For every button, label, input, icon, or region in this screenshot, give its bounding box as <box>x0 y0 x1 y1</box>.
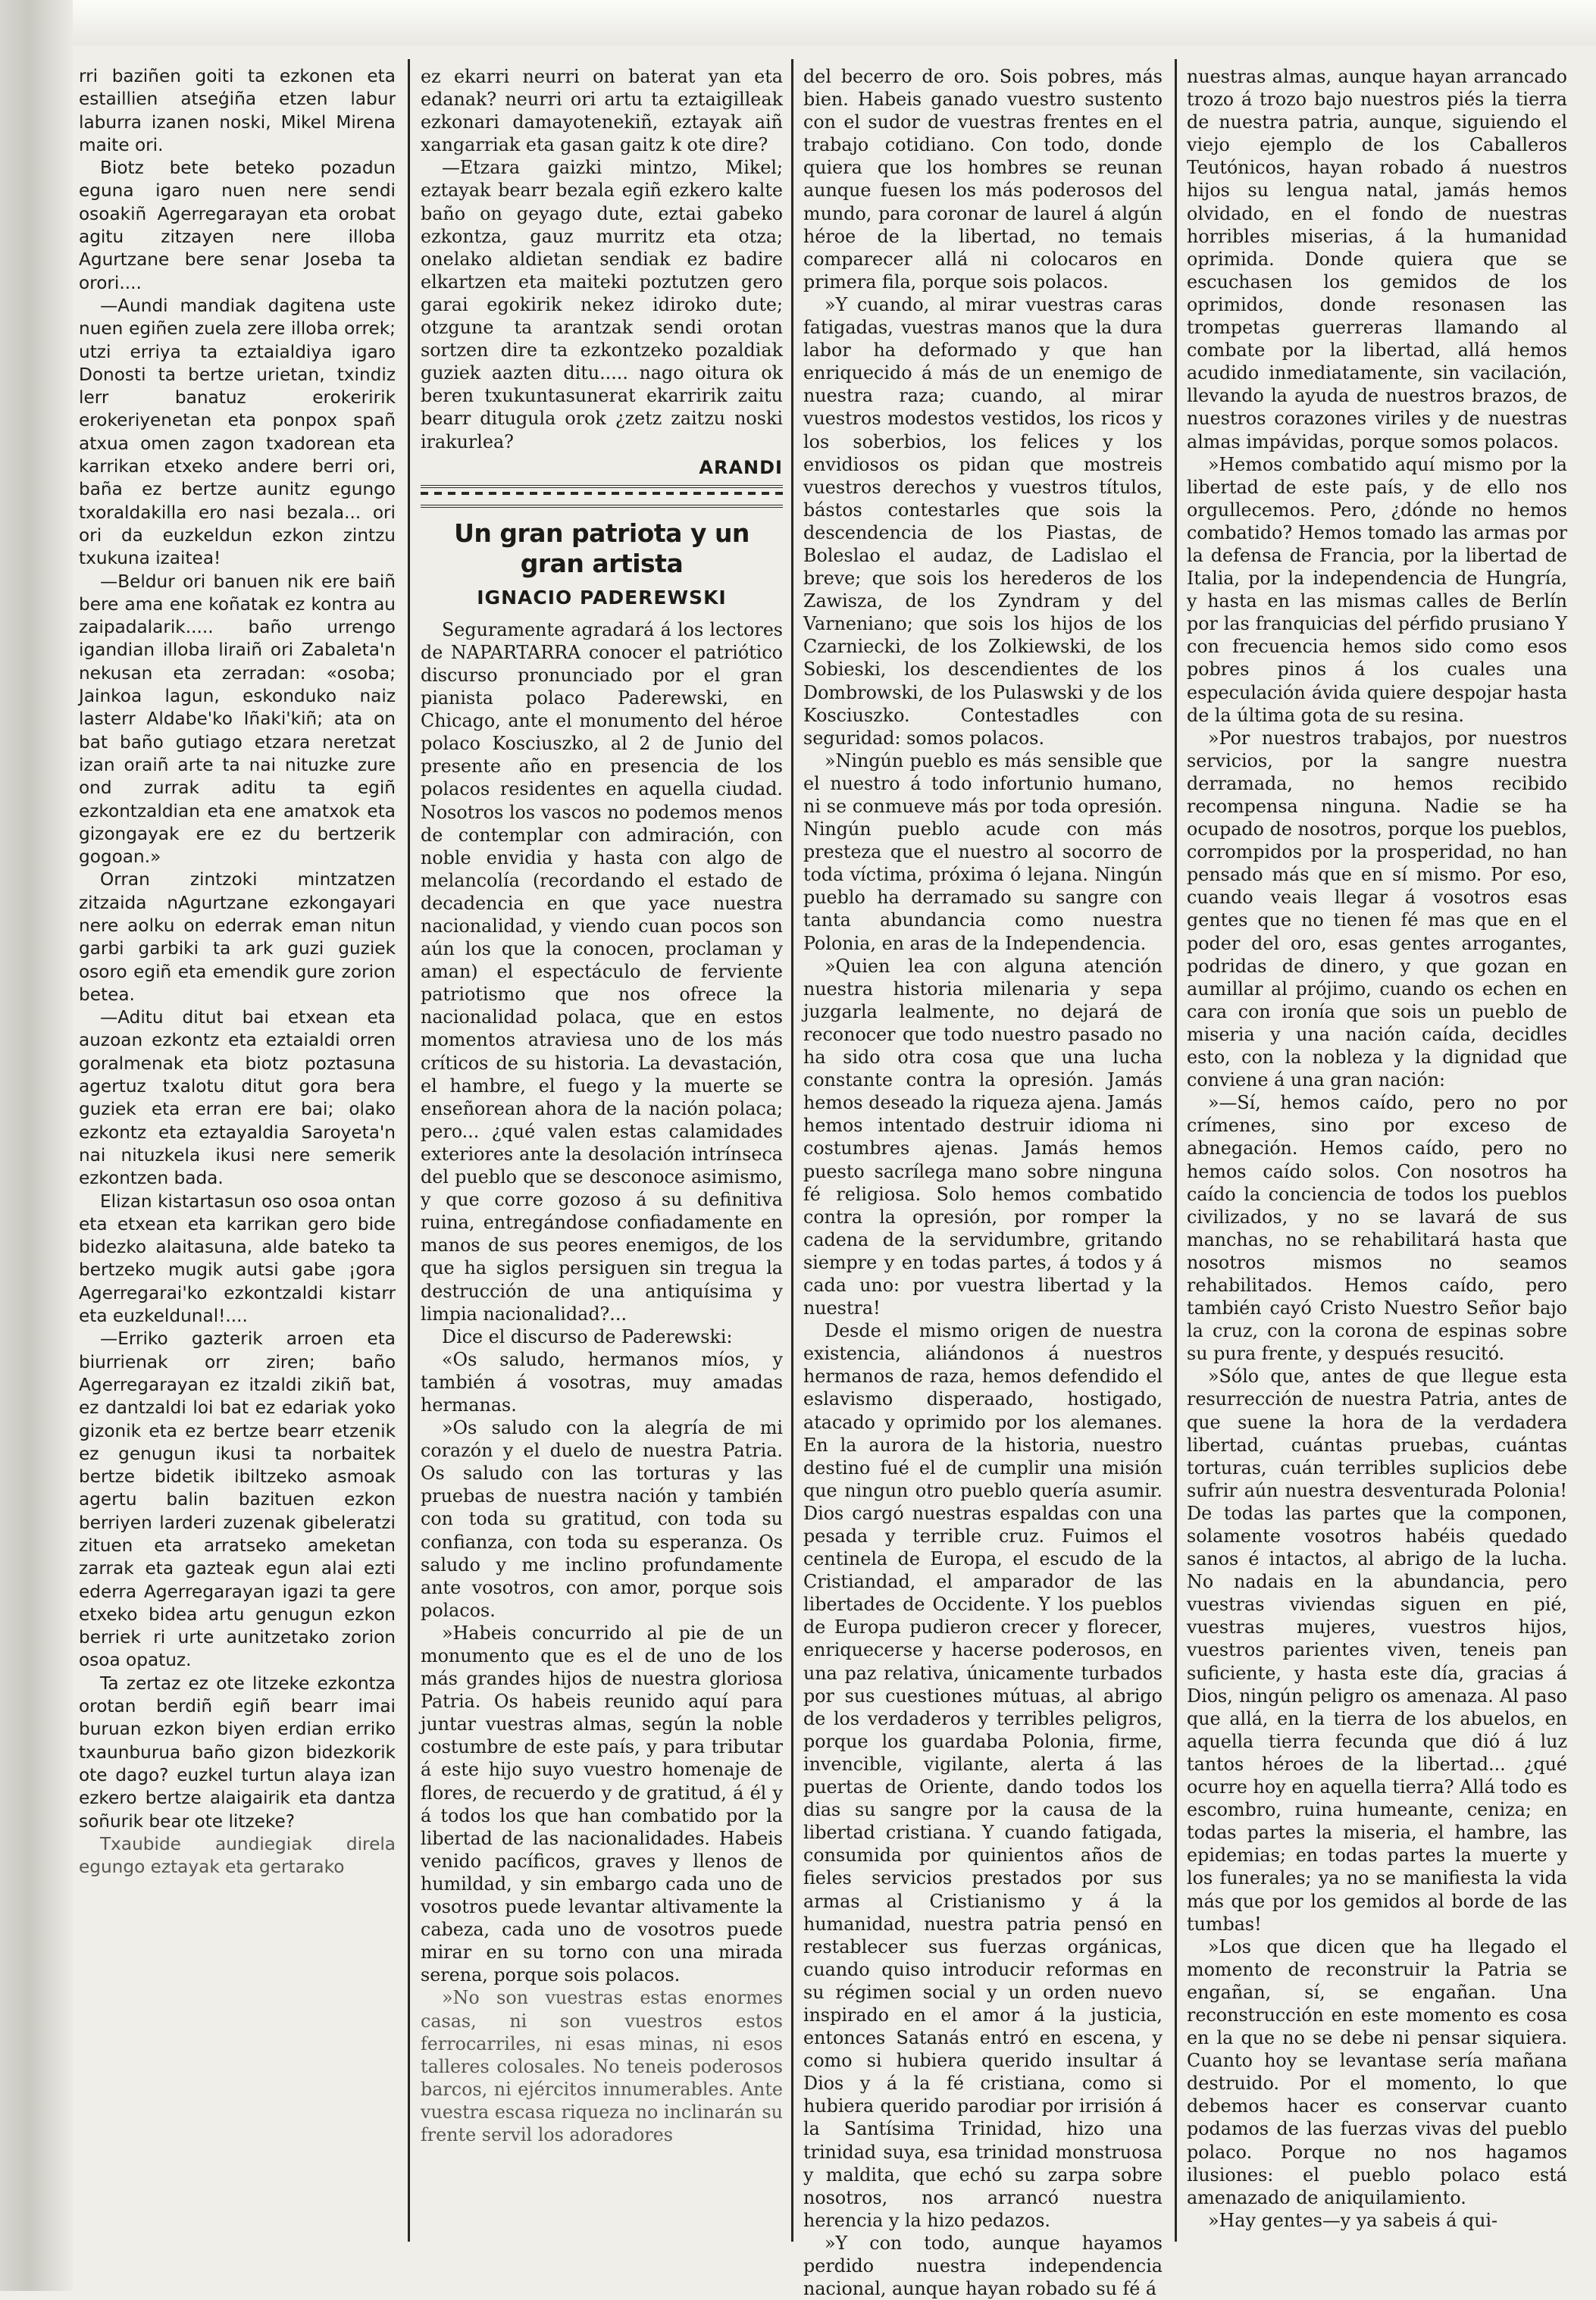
paragraph: Desde el mismo origen de nuestra existencia, aliándonos á nuestros hermanos de raza, hemos defendido el eslavismo disperaado, hostigado, atacado y oprimido por los alemanes. En la aurora de la historia, nuestro destino fué el de cumplir una misión que ningun otro pueblo quería asumir. Dios cargó nuestras espaldas con una pesada y terrible cruz. Fuimos el centinela de Europa, el escudo de la Cristiandad, el amparador de las libertades de Occidente. Y los pueblos de Europa pudieron crecer y florecer, enriquecerse y hacerse poderosos, en una paz relativa, únicamente turbados por sus cuestiones mútuas, al abrigo de los verdaderos y terribles peligros, porque los guardaba Polonia, firme, invencible, vigilante, alerta á las puertas de Oriente, dando todos los dias su sangre por la causa de la libertad cristiana. Y cuando fatigada, consumida por quinientos años de fieles servicios prestados por sus armas al Cristianismo y á la humanidad, nuestra patria pensó en restablecer sus fuerzas orgánicas, cuando quiso introducir reformas en su régimen social y un orden nuevo inspirado en el amor á la justicia, entonces Satanás entró en escena, y como si hubiera querido insultar á Dios y á la fé cristiana, como si hubiera querido parodiar por irrisión á la Santísima Trinidad, hizo una trinidad suya, esa trinidad monstruosa y maldita, que echó su zarpa sobre nosotros, nos arrancó nuestra herencia y la hizo pedazos. <box>803 1320 1163 2231</box>
paragraph: Biotz bete beteko pozadun eguna igaro nuen nere sendi osoakiñ Agerregarayan eta orobat agitu zitzayen nere illoba Agurtzane bere senar Joseba ta orori.... <box>79 158 396 293</box>
paragraph: —Aundi mandiak dagitena uste nuen egiñen zuela zere illoba orrek; utzi erriya ta eztaialdiya igaro Donosti ta bertze urietan, txindiz lerr banatuz erokeririk erokeriyenetan eta ponpox spañ atxua omen zagon txadorean eta karrikan etxeko andere berri ori, baña ez bertze aunitz egungo txoraldakilla ero nasi bezala... ori ori da euzkeldun ezkon zintzu txukuna izaitea! <box>79 295 396 569</box>
page-left-edge <box>0 0 73 2291</box>
paragraph: »Y con todo, aunque hayamos perdido nuestra independencia nacional, aunque hayan robado su fé á <box>803 2232 1163 2300</box>
column-rule <box>1175 59 1177 2242</box>
paragraph: »Sólo que, antes de que llegue esta resurrección de nuestra Patria, antes de que suene la hora de la verdadera libertad, cuántas pruebas, cuántas torturas, cuán terribles suplicios debe sufrir aún nuestra desventurada Polonia! De todas las partes que la componen, solamente vosotros habéis quedado sanos é intactos, al abrigo de la lucha. No nadais en la abundancia, pero vuestras viviendas siguen en pié, vuestras mujeres, vuestros hijos, vuestros parientes viven, teneis pan suficiente, y hasta este día, gracias á Dios, ningún peligro os amenaza. Al paso que allá, en la tierra de los abuelos, en aquella tierra fecunda que dió á luz tantos héroes de la libertad... ¿qué ocurre hoy en aquella tierra? Allá todo es escombro, ruina humeante, ceniza; en todas partes la miseria, el hambre, las epidemias; en todas partes la muerte y los funerales; ya no se manifiesta la vida más que por los gemidos al borde de las tumbas! <box>1187 1366 1567 1935</box>
paragraph: Dice el discurso de Paderewski: <box>442 1325 733 1347</box>
paragraph: «Os saludo, hermanos míos, y también á vosotras, muy amadas hermanas. <box>421 1348 783 1416</box>
paragraph: ez ekarri neurri on baterat yan eta edanak? neurri ori artu ta eztaigilleak ezkonari damayotenekiñ, eztayak aiñ xangarriak eta gasan gaitz k ote dire? <box>421 66 783 156</box>
paragraph: »Os saludo con la alegría de mi corazón y el duelo de nuestra Patria. Os saludo con las torturas y las pruebas de nuestra nación y también con toda su gratitud, con toda su confianza, con toda su esperanza. Os saludo y me inclino profundamente ante vosotros, con amor, porque sois polacos. <box>421 1417 783 1621</box>
paragraph: »Por nuestros trabajos, por nuestros servicios, por la sangre nuestra derramada, no hemos recibido recompensa ninguna. Nadie se ha ocupado de nosotros, porque los pueblos, corrompidos por la prosperidad, no han pensado más que en sí mismo. Por eso, cuando veais llegar á vosotros esas gentes que no tienen fé mas que en el poder del oro, esas gentes arrogantes, podridas de dinero, y que gozan en aumillar al prójimo, cuando os echen en cara con ironía que sois un pueblo de miseria y una nación caída, decidles esto, con la nobleza y la dignidad que conviene á una gran nación: <box>1187 727 1567 1091</box>
paragraph: »Ningún pueblo es más sensible que el nuestro á todo infortunio humano, ni se conmueve más por toda opresión. Ningún pueblo acude con más presteza que el nuestro al socorro de toda víctima, próxima ó lejana. Ningún pueblo ha derramado su sangre con tanta abundancia como nuestra Polonia, en aras de la Independencia. <box>803 749 1163 954</box>
paragraph: rri baziñen goiti ta ezkonen eta estaillien atseģiña etzen labur laburra izanen noski, Mikel Mirena maite ori. <box>79 66 396 155</box>
paragraph: Txaubide aundiegiak direla egungo eztayak eta gertarako <box>79 1833 396 1878</box>
column-rule <box>791 59 793 2242</box>
article-headline: Un gran patriota y un gran artista <box>454 518 749 578</box>
paragraph: »Los que dicen que ha llegado el momento de reconstruir la Patria se engañan, sí, se engañan. Una reconstrucción en este momento es cosa en la que no se debe ni pensar siquiera. Cuanto hoy se levantase sería mañana destruido. Por el momento, lo que debemos hacer es conservar cuanto podamos de las fuerzas vivas del pueblo polaco. Porque no nos hagamos ilusiones: el pueblo polaco está amenazado de aniquilamiento. <box>1187 1935 1567 2208</box>
column-3 <box>803 65 1163 2300</box>
column-2 <box>421 65 783 2255</box>
paragraph: »Hay gentes—y ya sabeis á qui- <box>1208 2209 1498 2231</box>
article-subheadline: IGNACIO PADEREWSKI <box>477 586 727 609</box>
ornamental-divider <box>421 485 783 508</box>
paragraph: nuestras almas, aunque hayan arrancado trozo á trozo bajo nuestros piés la tierra de nuestra patria, aunque, siguiendo el viejo ejemplo de los Caballeros Teutónicos, hayan robado á nuestros hijos su lengua natal, jamás hemos olvidado, en el fondo de nuestras horribles miserias, á la humanidad oprimida. Donde quiera que se escuchasen los gemidos de los oprimidos, donde resonasen las trompetas guerreras llamando al combate por la libertad, allá hemos acudido inmediatamente, sin vacilación, llevando la ayuda de nuestros brazos, de nuestros corazones viriles y de nuestras almas impávidas, porque somos polacos. <box>1187 66 1567 452</box>
column-4 <box>1187 65 1567 2255</box>
paragraph: del becerro de oro. Sois pobres, más bien. Habeis ganado vuestro sustento con el sudor de vuestras frentes en el trabajo cotidiano. Con todo, donde quiera que los hombres se reunan aunque fuesen los más poderosos del mundo, para coronar de laurel á algún héroe de la libertad, no temais comparecer allá ni colocaros en primera fila, porque sois polacos. <box>803 66 1163 293</box>
paragraph: »—Sí, hemos caído, pero no por crímenes, sino por exceso de abnegación. Hemos caído, pero no hemos caído solos. Con nosotros ha caído la conciencia de todos los pueblos civilizados, y no se lavará de sus manchas, no se rehabilitará hasta que nosotros mismos no seamos rehabilitados. Hemos caído, pero también cayó Cristo Nuestro Señor bajo la cruz, con la corona de espinas sobre su pura frente, y después resucitó. <box>1187 1092 1567 1365</box>
paragraph: —Etzara gaizki mintzo, Mikel; eztayak bearr bezala egiñ ezkero kalte baño on geyago dute, eztai gabeko ezkontza, gauz murritz eta otza; onelako aldietan sendiak ez badire elkartzen eta maiteki poztutzen gero garai egokirik nekez idiroko dute; otzgune ta arantzak sendi orotan sortzen dire ta ezkontzeko pozaldiak guziek aazten ditu..... nago oitura ok beren txukuntasunerat ekarririk zaitu bearr ditugula orok ¿zetz zaitzu noski irakurlea? <box>421 157 783 452</box>
column-1 <box>79 65 396 2255</box>
paragraph: »Habeis concurrido al pie de un monumento que es el de uno de los más grandes hijos de nuestra gloriosa Patria. Os habeis reunido aquí para juntar vuestras almas, según la noble costumbre de este país, y para tributar á este hijo suyo vuestro homenaje de flores, de recuerdo y de gratitud, á él y á todos los que han combatido por la libertad de las nacionalidades. Habeis venido pacíficos, graves y llenos de humildad, y sin embargo cada uno de vosotros puede levantar altivamente la cabeza, cada uno de vosotros puede mirar en su torno con una mirada serena, porque sois polacos. <box>421 1622 783 1986</box>
column-rule <box>408 59 410 2242</box>
page-top-margin <box>0 0 1596 45</box>
paragraph: Seguramente agradará á los lectores de NAPARTARRA conocer el patriótico discurso pronunciado por el gran pianista polaco Paderewski, en Chicago, ante el monumento del héroe polaco Kosciuszko, al 2 de Junio del presente año en presencia de los polacos residentes en aquella ciudad. Nosotros los vascos no podemos menos de contemplar con admiración, con noble envidia y hasta con algo de melancolía (recordando el estado de decadencia en que yace nuestra nacionalidad, y viendo cuan pocos son aún los que la conocen, proclaman y aman) el espectáculo de ferviente patriotismo que nos ofrece la nacionalidad polaca, que en estos momentos atraviesa uno de los más críticos de su historia. La devastación, el hambre, el fuego y la muerte se enseñorean ahora de la nación polaca; pero... ¿qué valen estas calamidades exteriores ante la desolación intrínseca del pueblo que se desconoce asimismo, y que corre gozoso á su definitiva ruina, entregándose confiadamente en manos de sus peores enemigos, de los que ha siglos persiguen sin tregua la destrucción de una antiquísima y limpia nacionalidad?... <box>421 618 783 1325</box>
paragraph: —Aditu ditut bai etxean eta auzoan ezkontz eta eztaialdi orren goralmenak eta biotz poztasuna agertuz txalotu ditut gora bera guziek eta erran ere bai; olako ezkontz eta eztayaldia Saroyeta'n nai nituzkela ikusi nere semerik ezkontzen bada. <box>79 1007 396 1189</box>
paragraph: »Hemos combatido aquí mismo por la libertad de este país, y de ello nos orgullecemos. Pero, ¿dónde no hemos combatido? Hemos tomado las armas por la defensa de Francia, por la libertad de Italia, por la independencia de Hungría, y hasta en las mismas calles de Berlín por las franquicias del pérfido prusiano Y con frecuencia hemos sido como esos pobres pinos á los cuales una especulación ávida quiere despojar hasta de la última gota de su resina. <box>1187 453 1567 726</box>
paragraph: Orran zintzoki mintzatzen zitzaida nAgurtzane ezkongayari nere aolku on ederrak eman nitun garbi garbiki ta ark guzi guziek osoro egiñ eta emendik gure zorion betea. <box>79 869 396 1005</box>
paragraph: Elizan kistartasun oso osoa ontan eta etxean eta karrikan gero bide bidezko alaitasuna, alde bateko ta bertzeko mugik autsi gabe ¡gora Agerregarai'ko ezkontzaldi kistarr eta euzkeldunal!.... <box>79 1191 396 1327</box>
paragraph: Ta zertaz ez ote litzeke ezkontza orotan berdiñ egiñ bearr imai buruan ezkon biyen erdian erriko txaunburua baño gizon bidezkorik ote dago? euzkel turtun alaya izan ezkero bertze alaigairik eta dantza soñurik bear ote litzeke? <box>79 1673 396 1832</box>
paragraph: »Y cuando, al mirar vuestras caras fatigadas, vuestras manos que la dura labor ha deformado y que han enriquecido á más de un enemigo de nuestra raza; cuando, al mirar vuestros modestos vestidos, los ricos y los soberbios, los felices y los envidiosos os pidan que mostreis vuestros derechos y vuestros títulos, bástos contestarles que sois la descendencia de los Piastas, de Boleslao el audaz, de Ladislao el breve; que sois los herederos de los Zawisza, de los Zyndram y del Varneniano; que sois los hijos de los Czarniecki, de los Zolkiewski, de los Sobieski, los descendientes de los Dombrowski, de los Pulaswski y de los Kosciuszko. Contestadles con seguridad: somos polacos. <box>803 293 1163 749</box>
author-signature: ARANDI <box>699 456 783 478</box>
paragraph: —Beldur ori banuen nik ere baiñ bere ama ene koñatak ez kontra au zaipadalarik..... baño urrengo igandian illoba liraiñ ori Zabaleta'n nekusan eta zerradan: «osoba; Jainkoa lagun, eskonduko naiz lasterr Aldabe'ko Iñaki'kiñ; ata on bat baño gutiago etzara neretzat izan oraiñ arte ta nai nituzke zure ond zurrak aditu ta egiñ ezkontzaldian eta ene amatxok eta gizongayak ere ez du bertzerik gogoan.» <box>79 571 396 868</box>
paragraph: »Quien lea con alguna atención nuestra historia milenaria y sepa juzgarla lealmente, no dejará de reconocer que todo nuestro pasado no ha sido otra cosa que una lucha constante contra la opresión. Jamás hemos deseado la riqueza ajena. Jamás hemos intentado destruir idioma ni costumbres ajenas. Jamás hemos puesto sacrílega mano sobre ninguna fé religiosa. Solo hemos combatido contra la opresión, por romper la cadena de la servidumbre, gritando siempre y en todas partes, á todos y á cada uno: por vuestra libertad y la nuestra! <box>803 955 1163 1319</box>
paragraph: »No son vuestras estas enormes casas, ni son vuestros estos ferrocarriles, ni esas minas, ni esos talleres colosales. No teneis poderosos barcos, ni ejércitos innumerables. Ante vuestra escasa riqueza no inclinarán su frente servil los adoradores <box>421 1987 783 2145</box>
paragraph: —Erriko gazterik arroen eta biurrienak orr ziren; baño Agerregarayan ez itzaldi zikiñ bat, ez dantzaldi loi bat ez edariak yoko gizonik eta ez bertze bearr etzenik ez genugun ikusi ta norbaitek bertze bidetik ibiltzeko asmoak agertu balin bazituen ezkon berriyen larderi zuzenak gibeleratzi zituen eta arratseko ameketan zarrak eta gazteak egun alai ezti ederra Agerregarayan igazi ta gere etxeko bidea artu genugun ezkon berriek ri urte aunitzetako zorion osoa opatuz. <box>79 1328 396 1671</box>
